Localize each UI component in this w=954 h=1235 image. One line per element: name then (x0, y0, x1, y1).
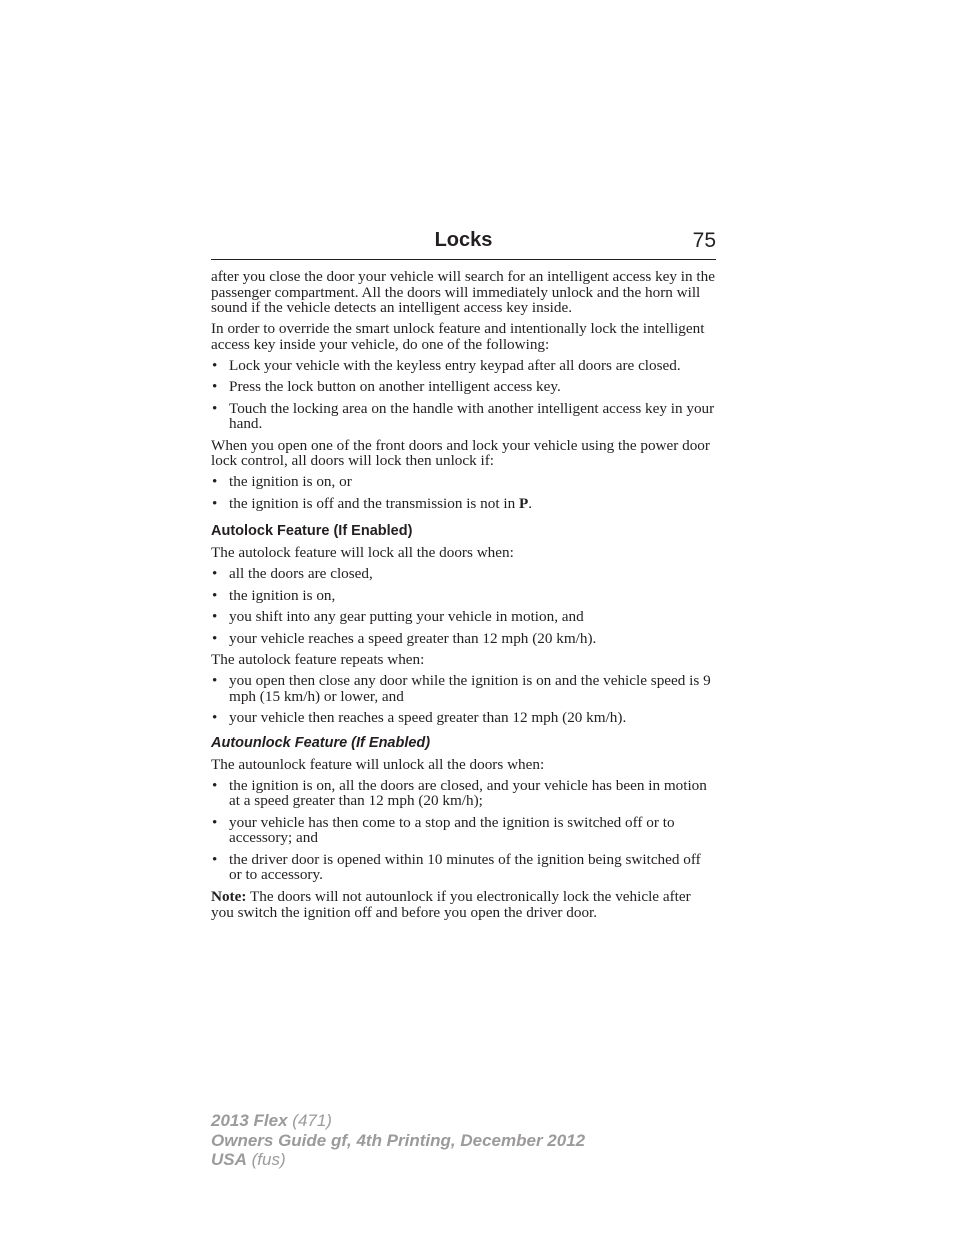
paragraph: after you close the door your vehicle will search for an intelligent access key in the passenger compartment. All the doors will immediately unlock and the horn will sound if the vehicle detects an intelligent access key inside. (211, 268, 715, 316)
list-item: • the driver door is opened within 10 minutes of the ignition being switched off or to accessory. (212, 850, 701, 883)
bullet-icon: • (212, 709, 218, 726)
bullet-icon: • (212, 378, 218, 395)
page-header (211, 229, 716, 260)
list-item: • all the doors are closed, (212, 565, 373, 582)
heading-autounlock: Autounlock Feature (If Enabled) (211, 734, 431, 751)
bullet-icon: • (212, 608, 218, 625)
autolock-repeat-list (211, 673, 716, 726)
bullet-icon: • (212, 356, 218, 374)
list-item: • the ignition is on, all the doors are closed, and your vehicle has been in motion at a speed greater than 12 mph (20 km/h); (212, 776, 707, 809)
lock-unlock-list (211, 474, 716, 511)
bullet-icon: • (212, 629, 218, 647)
park-gear-label: P (518, 494, 529, 512)
list-item: • Touch the locking area on the handle with another intelligent access key in your hand. (212, 399, 715, 432)
list-item: • the ignition is off and the transmission is not in P. (212, 494, 533, 512)
bullet-icon: • (212, 494, 218, 512)
list-item: • Lock your vehicle with the keyless entry keypad after all doors are closed. (212, 356, 681, 374)
bullet-icon: • (212, 813, 218, 831)
note-label: Note: (211, 887, 247, 905)
section-title: Locks (434, 229, 493, 251)
paragraph: The autolock feature repeats when: (211, 651, 425, 668)
footer-line-edition: Owners Guide gf, 4th Printing, December 2012 (211, 1130, 586, 1150)
list-item: • you shift into any gear putting your vehicle in motion, and (212, 608, 584, 625)
bullet-icon: • (212, 565, 218, 582)
paragraph: In order to override the smart unlock feature and intentionally lock the intelligent access key inside your vehicle, do one of the following: (211, 320, 705, 353)
bullet-icon: • (212, 776, 218, 794)
page-content (211, 269, 716, 927)
list-item: • you open then close any door while the ignition is on and the vehicle speed is 9 mph (15 km/h) or lower, and (212, 672, 711, 705)
page-footer (211, 1111, 585, 1170)
autounlock-list (211, 778, 716, 883)
list-item: • your vehicle has then come to a stop and the ignition is switched off or to accessory; and (212, 813, 675, 846)
footer-line-model: 2013 Flex (471) (211, 1111, 332, 1130)
list-item: • the ignition is on, (212, 586, 336, 604)
paragraph: When you open one of the front doors and lock your vehicle using the power door lock control, all doors will lock then unlock if: (211, 436, 710, 469)
paragraph: The autounlock feature will unlock all the doors when: (211, 755, 545, 773)
footer-line-market: USA (fus) (211, 1150, 286, 1169)
list-item: • the ignition is on, or (212, 473, 352, 490)
list-item: • your vehicle reaches a speed greater than 12 mph (20 km/h). (212, 629, 597, 647)
list-item: • your vehicle then reaches a speed greater than 12 mph (20 km/h). (212, 709, 627, 726)
list-item: • Press the lock button on another intelligent access key. (212, 378, 561, 395)
autolock-list (211, 566, 716, 646)
heading-autolock: Autolock Feature (If Enabled) (211, 523, 413, 539)
bullet-icon: • (212, 586, 218, 604)
bullet-icon: • (212, 473, 218, 490)
note-paragraph: Note: The doors will not autounlock if you electronically lock the vehicle after you switch the ignition off and before you open the driver door. (211, 887, 691, 921)
override-list (211, 358, 716, 432)
bullet-icon: • (212, 850, 218, 868)
bullet-icon: • (212, 399, 218, 417)
page-number: 75 (692, 229, 716, 252)
bullet-icon: • (212, 672, 218, 689)
paragraph: The autolock feature will lock all the doors when: (211, 544, 514, 561)
